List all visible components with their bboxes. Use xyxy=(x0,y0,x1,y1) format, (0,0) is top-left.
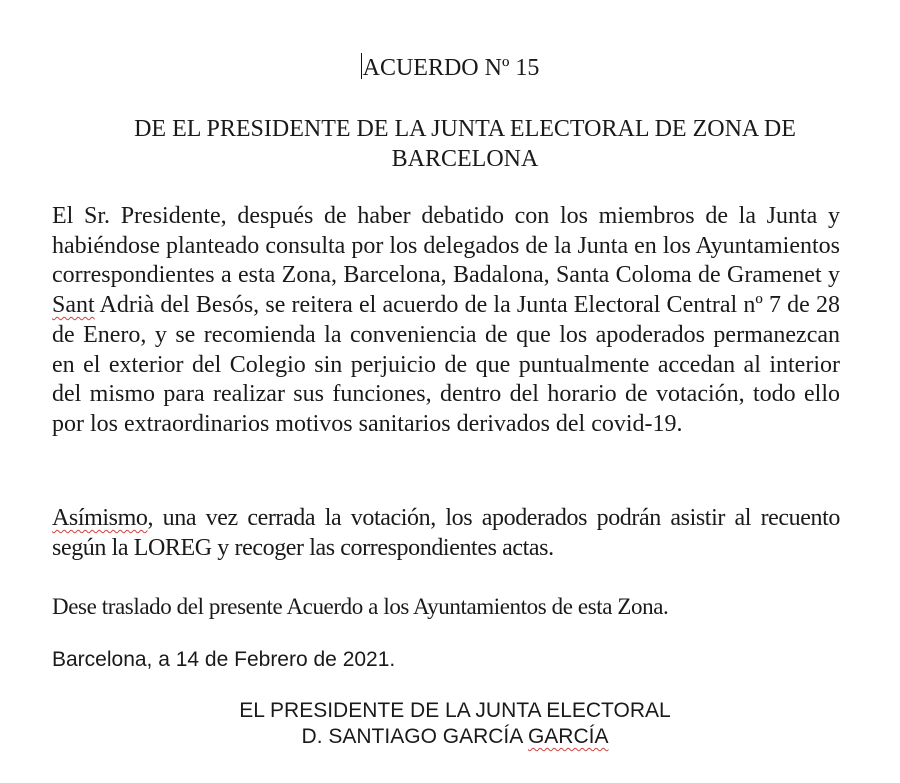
signature-block xyxy=(0,698,900,750)
paragraph-2-rest: , una vez cerrada la votación, los apoderados podrán asistir al recuento según la LOREG y recoger las correspondientes actas. xyxy=(52,505,840,561)
paragraph-body-1 xyxy=(52,202,840,440)
paragraph-body-2 xyxy=(52,504,840,563)
document-subtitle: DE EL PRESIDENTE DE LA JUNTA ELECTORAL DE ZONA DE BARCELONA xyxy=(134,116,796,172)
signature-name-prefix: D. SANTIAGO GARCÍA xyxy=(301,725,528,748)
text-cursor xyxy=(361,53,362,79)
document-title xyxy=(0,52,900,84)
spellcheck-word-asimismo[interactable]: Asímismo xyxy=(52,505,148,531)
paragraph-body-3: Dese traslado del presente Acuerdo a los Ayuntamientos de esta Zona. xyxy=(52,594,669,619)
paragraph-1-end: Adrià del Besós, se reitera el acuerdo de la Junta Electoral Central nº 7 de 28 de Enero, y se recomienda la conveniencia de que los apoderados permanezcan en el exterior del Colegio sin perjuicio de que puntualmente accedan al interior del mismo para realizar sus funciones, dentro del horario de votación, todo ello por los extraordinarios motivos sanitarios derivados del covid-19. xyxy=(52,292,840,437)
spellcheck-word-garcia[interactable]: GARCÍA xyxy=(527,725,609,748)
paragraph-1-start: El Sr. Presidente, después de haber debatido con los miembros de la Junta y habiéndose planteado consulta por los delegados de la Junta en los Ayuntamientos correspondientes a esta Zona, Barcelona, Badalona, Santa Coloma de Gramenet y xyxy=(52,203,840,289)
signature-title: EL PRESIDENTE DE LA JUNTA ELECTORAL xyxy=(239,699,671,722)
date-line: Barcelona, a 14 de Febrero de 2021. xyxy=(52,648,396,671)
title-text: ACUERDO Nº 15 xyxy=(362,55,540,81)
signature-name xyxy=(0,724,900,750)
spellcheck-word-sant[interactable]: Sant xyxy=(52,292,95,319)
